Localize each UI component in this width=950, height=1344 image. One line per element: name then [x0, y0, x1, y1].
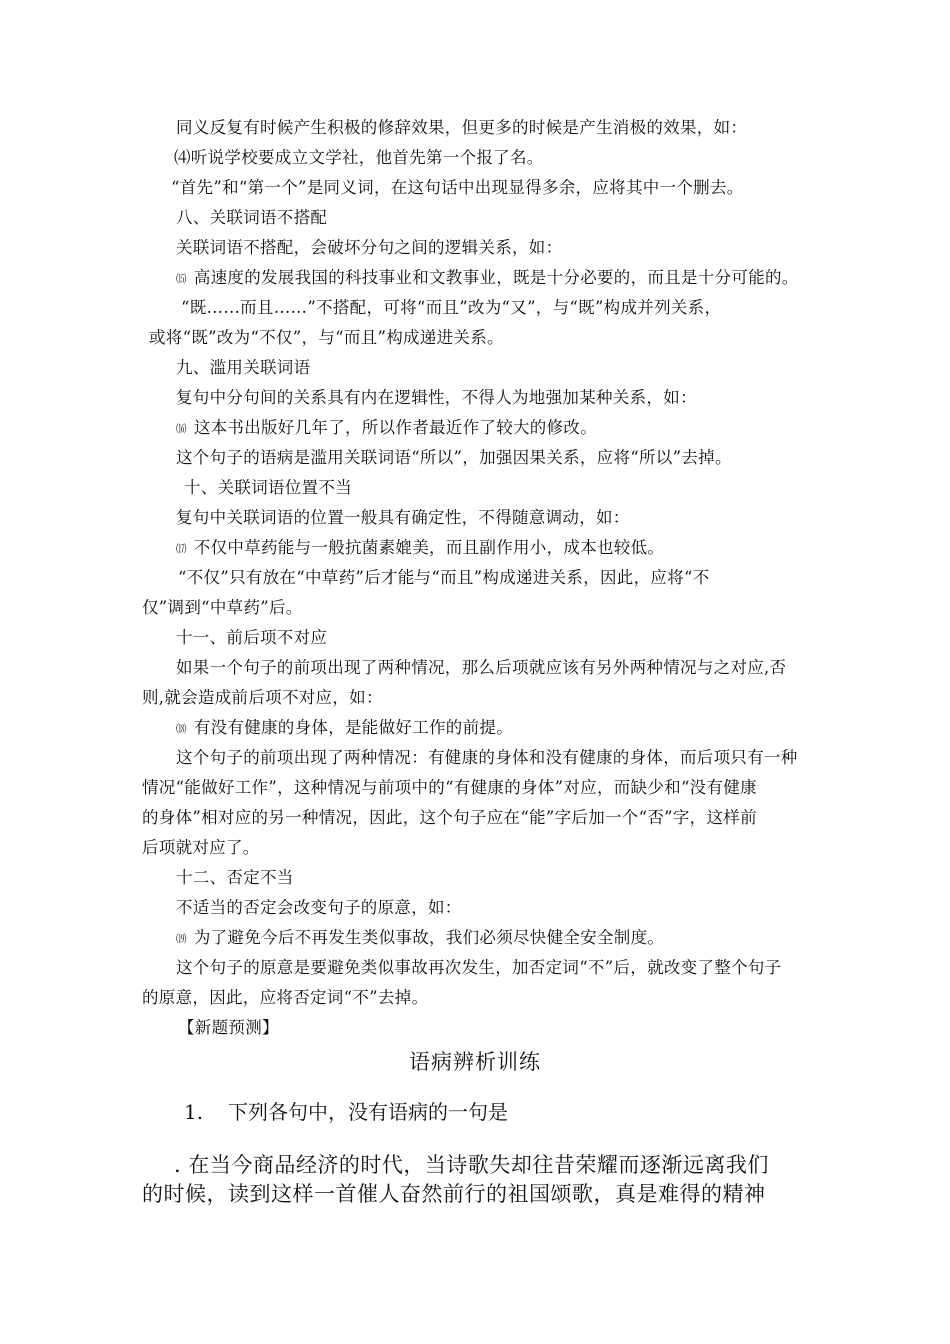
example-number: ⒆	[176, 933, 187, 945]
paragraph-line: 的身体”相对应的另一种情况，因此，这个句子应在“能”字后加一个“否”字，这样前	[142, 808, 757, 827]
paragraph-line: 同义反复有时候产生积极的修辞效果，但更多的时候是产生消极的效果，如：	[176, 118, 748, 137]
section-heading: 八、关联词语不搭配	[176, 208, 328, 227]
section-heading: 十一、前后项不对应	[176, 628, 328, 647]
example-number: ⒅	[176, 723, 187, 735]
section-heading: 十二、否定不当	[176, 868, 294, 887]
paragraph-line: 这个句子的原意是要避免类似事故再次发生，加否定词“不”后，就改变了整个句子	[176, 958, 782, 977]
new-questions-heading: 【新题预测】	[178, 1018, 279, 1037]
example-sentence: ⑷听说学校要成立文学社，他首先第一个报了名。	[174, 148, 544, 167]
paragraph-line: 情况“能做好工作”，这种情况与前项中的“有健康的身体”对应，而缺少和“没有健康	[142, 778, 757, 797]
paragraph-line: “首先”和“第一个”是同义词，在这句话中出现显得多余，应将其中一个删去。	[171, 178, 744, 197]
paragraph-line: 这个句子的前项出现了两种情况：有健康的身体和没有健康的身体，而后项只有一种	[176, 748, 798, 767]
paragraph-line: 仅”调到“中草药”后。	[142, 598, 303, 617]
example-sentence: ⒄ 不仅中草药能与一般抗菌素媲美，而且副作用小，成本也较低。	[176, 538, 665, 557]
paragraph-line: 这个句子的语病是滥用关联词语“所以”，加强因果关系，应将“所以”去掉。	[176, 448, 732, 467]
question-text: 下列各句中，没有语病的一句是	[228, 1100, 508, 1124]
paragraph-line: “既……而且……”不搭配，可将“而且”改为“又”，与“既”构成并列关系，	[181, 298, 722, 317]
option-line: . 在当今商品经济的时代，当诗歌失却往昔荣耀而逐渐远离我们	[174, 1153, 769, 1177]
example-number: ⒄	[176, 543, 187, 555]
section-heading: 九、滥用关联词语	[176, 358, 311, 377]
paragraph-line: 关联词语不搭配，会破坏分句之间的逻辑关系，如：	[176, 238, 563, 257]
paragraph-line: 的原意，因此，应将否定词“不”去掉。	[142, 988, 429, 1007]
paragraph-line: 后项就对应了。	[142, 838, 260, 857]
example-number: ⒂	[176, 273, 187, 285]
paragraph-line: 不适当的否定会改变句子的原意，如：	[176, 898, 462, 917]
example-sentence: ⒃ 这本书出版好几年了，所以作者最近作了较大的修改。	[176, 418, 598, 437]
section-title: 语病辨析训练	[409, 1050, 541, 1074]
question-number: 1.	[184, 1100, 204, 1124]
example-sentence: ⒂ 高速度的发展我国的科技事业和文教事业，既是十分必要的，而且是十分可能的。	[176, 268, 799, 287]
paragraph-line: “不仅”只有放在“中草药”后才能与“而且”构成递进关系，因此，应将“不	[178, 568, 710, 587]
paragraph-line: 复句中关联词语的位置一般具有确定性，不得随意调动，如：	[176, 508, 630, 527]
question-1	[184, 1098, 508, 1126]
option-line: 的时候，读到这样一首催人奋然前行的祖国颂歌，真是难得的精神	[142, 1182, 766, 1206]
paragraph-line: 复句中分句间的关系具有内在逻辑性，不得人为地强加某种关系，如：	[176, 388, 697, 407]
paragraph-line: 或将“既”改为“不仅”，与“而且”构成递进关系。	[149, 328, 504, 347]
example-sentence: ⒆ 为了避免今后不再发生类似事故，我们必须尽快健全安全制度。	[176, 928, 665, 947]
example-sentence: ⒅ 有没有健康的身体，是能做好工作的前提。	[176, 718, 514, 737]
paragraph-line: 则,就会造成前后项不对应，如：	[142, 688, 383, 707]
paragraph-line: 如果一个句子的前项出现了两种情况，那么后项就应该有另外两种情况与之对应,否	[176, 658, 787, 677]
example-number: ⒃	[176, 423, 187, 435]
section-heading: 十、关联词语位置不当	[184, 478, 352, 497]
